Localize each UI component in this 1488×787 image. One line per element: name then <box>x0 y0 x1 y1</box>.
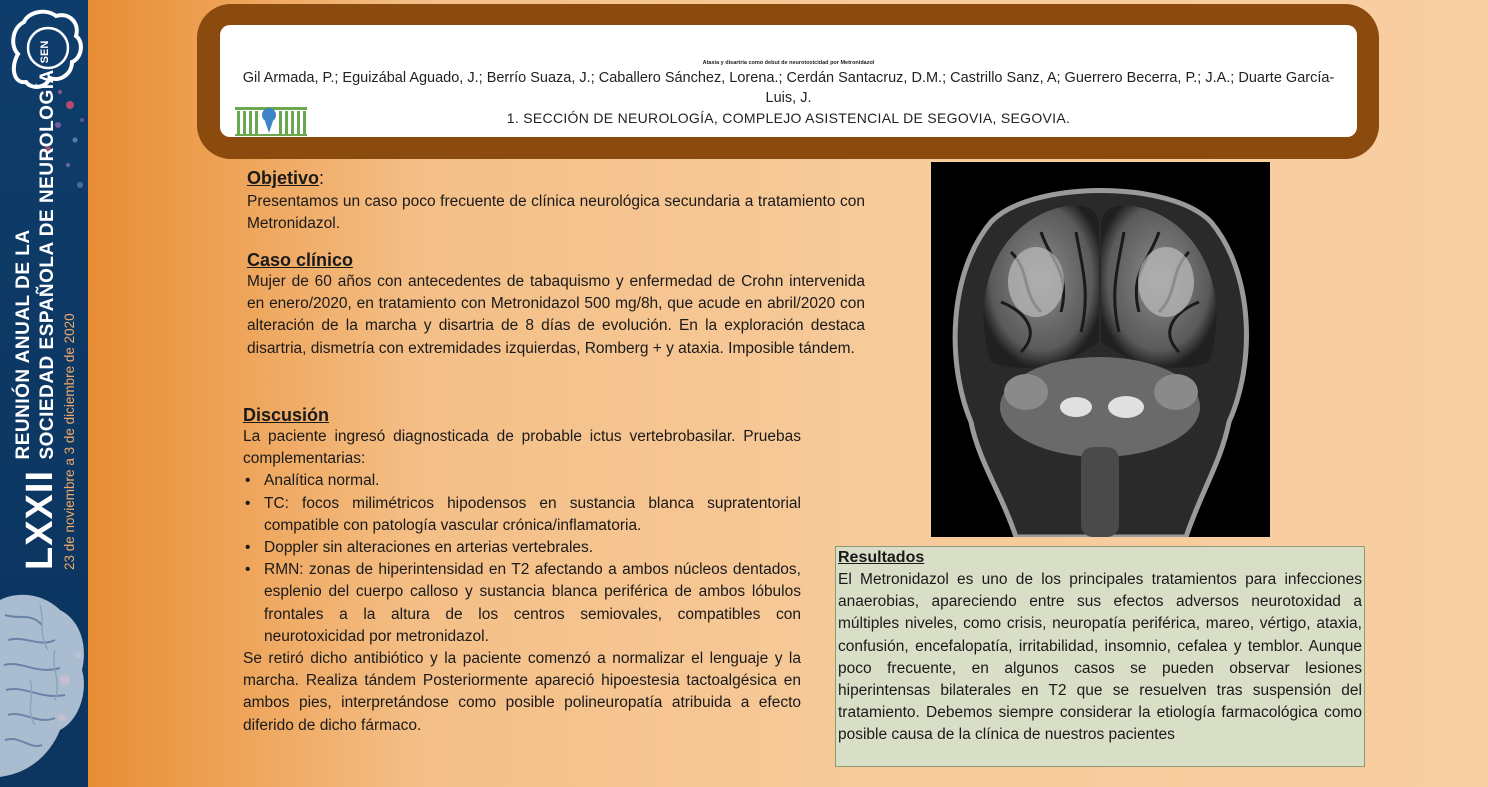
list-item: • Doppler sin alteraciones en arterias vertebrales. <box>243 537 801 559</box>
poster-title: Ataxia y disartria como debut de neurotoxicidad por Metronidazol <box>702 60 875 66</box>
objetivo-heading: Objetivo <box>247 168 320 188</box>
discusion-outro: Se retiró dicho antibiótico y la paciente comenzó a normalizar el lenguaje y la marcha. Realiza tándem Posteriormente apareció hipoestesia tactoalgésica en ambos pies, interpretándose como posible polineuropatía atribuida a efecto diferido de dicho fármaco. <box>243 650 801 734</box>
section-objetivo <box>247 167 865 236</box>
objetivo-colon: : <box>319 168 325 188</box>
list-item: • TC: focos milimétricos hipodensos en sustancia blanca supratentorial compatible con patología vascular crónica/inflamatoria. <box>243 493 801 537</box>
sidebar <box>0 0 88 787</box>
resultados-heading: Resultados <box>838 549 925 566</box>
brain-illustration <box>0 590 88 787</box>
resultados-text: El Metronidazol es uno de los principales tratamientos para infecciones anaerobias, apareciendo entre sus efectos adversos neurotoxidad a múltiples niveles, como crisis, neuropatía periférica, mareo, vértigo, ataxia, confusión, encefalopatía, irritabilidad, insomnio, cefalea y temblor. Aunque poco frecuente, en algunos casos se pueden observar lesiones hiperintensas bilaterales en T2 que se resuelven tras suspensión del tratamiento. Debemos siempre considerar la etiología farmacológica como posible causa de la clínica de nuestros pacientes <box>838 571 1362 744</box>
discusion-intro: La paciente ingresó diagnosticada de probable ictus vertebrobasilar. Pruebas complementarias: <box>243 428 801 468</box>
meeting-dates: 23 de noviembre a 3 de diciembre de 2020 <box>62 313 77 570</box>
meeting-line-1: REUNIÓN ANUAL DE LA <box>13 229 34 460</box>
sen-logo-text: SEN <box>39 40 51 64</box>
objetivo-text: Presentamos un caso poco frecuente de clínica neurológica secundaria a tratamiento con Metronidazol. <box>247 193 865 233</box>
authors: Gil Armada, P.; Eguizábal Aguado, J.; Berrío Suaza, J.; Caballero Sánchez, Lorena.; Cerdán Santacruz, D.M.; Castrillo Sanz, A; Guerrero Becerra, P.; J.A.; Duarte García-Luis, J. <box>242 70 1335 106</box>
section-discusion <box>243 404 801 737</box>
mri-image <box>931 162 1270 537</box>
discusion-bullet-list <box>243 470 801 648</box>
list-item: • Analítica normal. <box>243 470 801 492</box>
results-box <box>835 546 1365 767</box>
hospital-logo <box>233 103 309 137</box>
caso-text: Mujer de 60 años con antecedentes de tabaquismo y enfermedad de Crohn intervenida en enero/2020, en tratamiento con Metronidazol 500 mg/8h, que acude en abril/2020 con alteración de la marcha y disartria de 8 días de evolución. En la exploración destaca disartria, dismetría con extremidades izquierdas, Romberg + y ataxia. Imposible tándem. <box>247 273 865 357</box>
affiliation: 1. SECCIÓN DE NEUROLOGÍA, COMPLEJO ASISTENCIAL DE SEGOVIA, SEGOVIA. <box>506 110 1071 126</box>
meeting-roman-number: LXXII <box>19 469 61 570</box>
caso-heading: Caso clínico <box>247 250 354 270</box>
section-caso-clinico <box>247 249 865 360</box>
meeting-title <box>12 69 68 570</box>
meeting-line-2: SOCIEDAD ESPAÑOLA DE NEUROLOGÍA <box>37 69 58 460</box>
list-item: • RMN: zonas de hiperintensidad en T2 afectando a ambos núcleos dentados, esplenio del cuerpo calloso y sustancia blanca periférica de ambos lóbulos frontales a la altura de los centros semiovales, compatibles con neurotoxicidad por metronidazol. <box>243 559 801 648</box>
discusion-heading: Discusión <box>243 405 330 425</box>
header <box>220 25 1357 137</box>
